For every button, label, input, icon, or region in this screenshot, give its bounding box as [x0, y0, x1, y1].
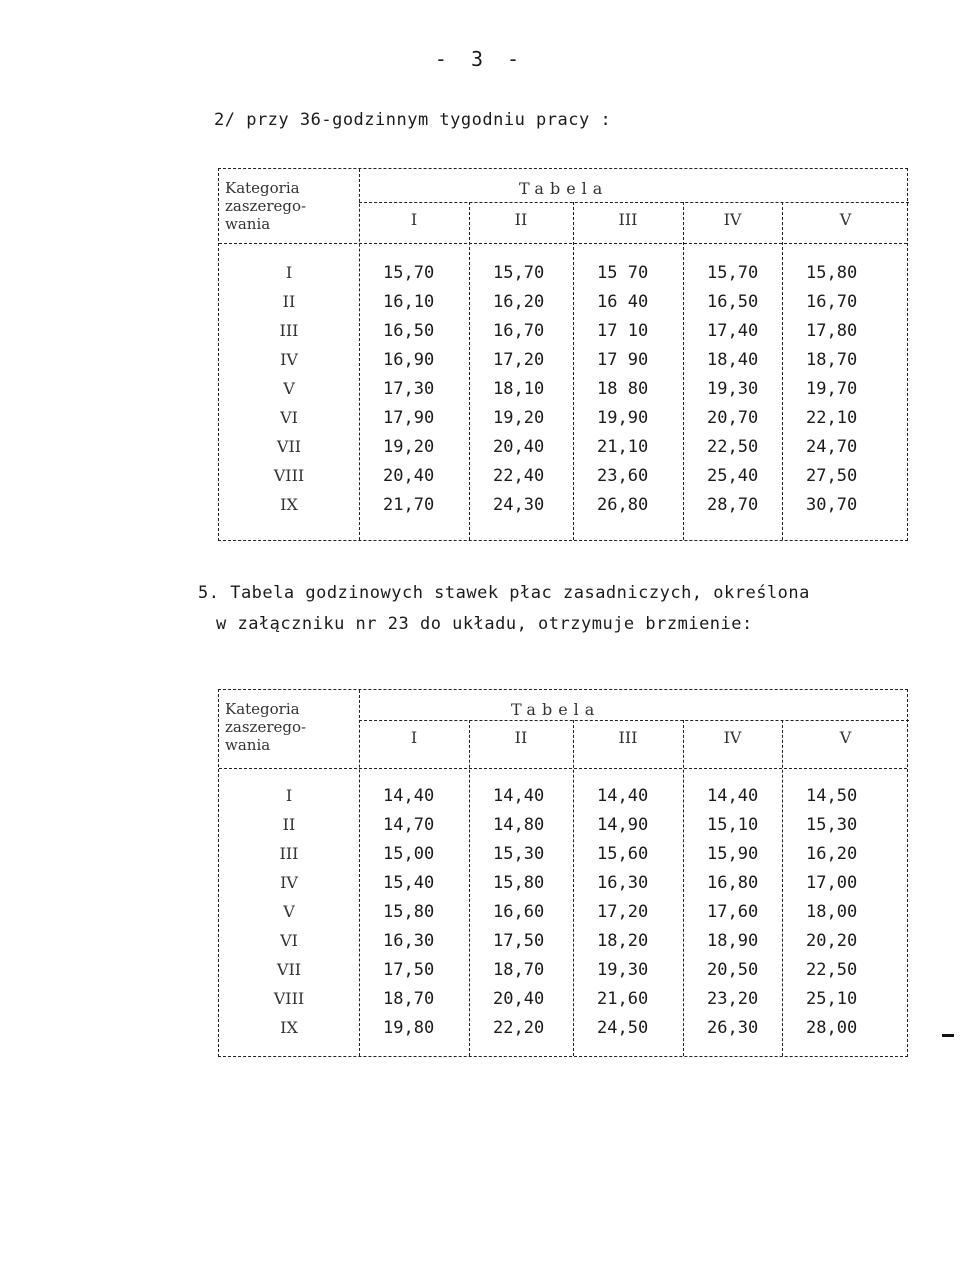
row-category: VII [276, 960, 302, 979]
table-cell: 15,00 [383, 844, 435, 864]
table-cell: 16,60 [493, 902, 545, 922]
table-cell: 26,30 [707, 1018, 759, 1038]
table-cell: 18,70 [493, 960, 545, 980]
column-divider [683, 720, 684, 1056]
row-category: II [282, 292, 296, 311]
table-cell: 23,60 [597, 466, 649, 486]
table-cell: 17,20 [597, 902, 649, 922]
category-header-line1: Kategoria [225, 179, 300, 197]
row-category: I [285, 786, 293, 805]
column-header: III [618, 210, 638, 229]
table-cell: 14,40 [707, 786, 759, 806]
table-cell: 17 90 [597, 350, 649, 370]
header-divider [359, 720, 909, 721]
table-cell: 20,40 [493, 989, 545, 1009]
table-cell: 19,20 [383, 437, 435, 457]
table-cell: 15 70 [597, 263, 649, 283]
table-cell: 17,80 [806, 321, 858, 341]
table-cell: 25,10 [806, 989, 858, 1009]
table-cell: 18,00 [806, 902, 858, 922]
table-cell: 22,10 [806, 408, 858, 428]
table-cell: 18,40 [707, 350, 759, 370]
column-divider [782, 720, 783, 1056]
header-bottom-divider [219, 768, 907, 769]
table-cell: 19,90 [597, 408, 649, 428]
table-cell: 18,90 [707, 931, 759, 951]
table-cell: 16 40 [597, 292, 649, 312]
table-cell: 23,20 [707, 989, 759, 1009]
category-header-line2: zaszerego- [225, 197, 307, 215]
table-cell: 14,40 [383, 786, 435, 806]
category-header-line3: wania [225, 215, 271, 233]
table-cell: 17,30 [383, 379, 435, 399]
table-cell: 21,10 [597, 437, 649, 457]
category-header-line2: zaszerego- [225, 718, 307, 736]
table-cell: 17,00 [806, 873, 858, 893]
table-cell: 17,90 [383, 408, 435, 428]
table-cell: 19,70 [806, 379, 858, 399]
table-cell: 15,80 [383, 902, 435, 922]
table-group-header: Tabela [519, 179, 609, 198]
table-cell: 17,20 [493, 350, 545, 370]
row-category: II [282, 815, 296, 834]
table-cell: 16,70 [806, 292, 858, 312]
header-bottom-divider [219, 243, 907, 244]
table-cell: 24,70 [806, 437, 858, 457]
table-cell: 15,60 [597, 844, 649, 864]
table-cell: 14,40 [493, 786, 545, 806]
row-category: III [279, 844, 299, 863]
table-cell: 15,30 [806, 815, 858, 835]
table-cell: 15,70 [383, 263, 435, 283]
table-cell: 22,50 [707, 437, 759, 457]
table-cell: 30,70 [806, 495, 858, 515]
column-header: IV [723, 728, 742, 747]
table-cell: 20,40 [383, 466, 435, 486]
wage-table-36h [218, 168, 908, 541]
paragraph-5-line1: 5. Tabela godzinowych stawek płac zasadniczych, określona [198, 583, 810, 603]
table-cell: 14,80 [493, 815, 545, 835]
paragraph-5-line2: w załączniku nr 23 do układu, otrzymuje brzmienie: [216, 614, 753, 634]
table-cell: 17,60 [707, 902, 759, 922]
table-cell: 20,70 [707, 408, 759, 428]
table-cell: 16,20 [806, 844, 858, 864]
intro-line: 2/ przy 36-godzinnym tygodniu pracy : [214, 110, 612, 130]
column-header: I [410, 728, 418, 747]
column-divider [469, 720, 470, 1056]
column-header: IV [723, 210, 742, 229]
table-cell: 26,80 [597, 495, 649, 515]
table-cell: 15,30 [493, 844, 545, 864]
table-cell: 19,30 [707, 379, 759, 399]
table-cell: 16,30 [383, 931, 435, 951]
row-category: VIII [273, 989, 305, 1008]
table-cell: 16,50 [707, 292, 759, 312]
table-cell: 24,50 [597, 1018, 649, 1038]
row-category: IX [280, 1018, 298, 1037]
table-cell: 19,20 [493, 408, 545, 428]
table-cell: 14,50 [806, 786, 858, 806]
table-cell: 16,50 [383, 321, 435, 341]
column-divider [683, 202, 684, 540]
category-header-line1: Kategoria [225, 700, 300, 718]
column-divider [573, 202, 574, 540]
table-cell: 17,50 [383, 960, 435, 980]
table-cell: 18,70 [806, 350, 858, 370]
table-cell: 21,60 [597, 989, 649, 1009]
row-category: VI [280, 931, 298, 950]
row-category: I [285, 263, 293, 282]
row-category: IV [280, 873, 298, 892]
table-cell: 22,40 [493, 466, 545, 486]
column-header: III [618, 728, 638, 747]
category-header-line3: wania [225, 736, 271, 754]
table-cell: 19,80 [383, 1018, 435, 1038]
table-cell: 20,40 [493, 437, 545, 457]
row-category: V [283, 902, 295, 921]
column-divider [573, 720, 574, 1056]
column-header: V [839, 210, 852, 229]
table-cell: 24,30 [493, 495, 545, 515]
table-cell: 22,20 [493, 1018, 545, 1038]
row-category: V [283, 379, 295, 398]
row-category: VII [276, 437, 302, 456]
table-cell: 14,90 [597, 815, 649, 835]
column-header: II [514, 728, 528, 747]
table-cell: 17,50 [493, 931, 545, 951]
table-cell: 18 80 [597, 379, 649, 399]
table-group-header: Tabela [511, 700, 601, 719]
table-cell: 16,70 [493, 321, 545, 341]
table-cell: 15,70 [707, 263, 759, 283]
table-cell: 16,10 [383, 292, 435, 312]
table-cell: 25,40 [707, 466, 759, 486]
column-header: II [514, 210, 528, 229]
table-cell: 15,90 [707, 844, 759, 864]
table-cell: 15,10 [707, 815, 759, 835]
table-cell: 14,70 [383, 815, 435, 835]
table-cell: 18,10 [493, 379, 545, 399]
row-category: VI [280, 408, 298, 427]
table-cell: 21,70 [383, 495, 435, 515]
table-cell: 15,80 [493, 873, 545, 893]
table-cell: 15,40 [383, 873, 435, 893]
table-cell: 20,20 [806, 931, 858, 951]
row-category: IV [280, 350, 298, 369]
row-category: III [279, 321, 299, 340]
row-category: IX [280, 495, 298, 514]
table-cell: 28,00 [806, 1018, 858, 1038]
table-cell: 14,40 [597, 786, 649, 806]
table-cell: 17,40 [707, 321, 759, 341]
row-category: VIII [273, 466, 305, 485]
page-number: - 3 - [434, 47, 526, 71]
table-cell: 19,30 [597, 960, 649, 980]
column-divider [469, 202, 470, 540]
table-cell: 17 10 [597, 321, 649, 341]
column-header: V [839, 728, 852, 747]
table-cell: 28,70 [707, 495, 759, 515]
table-cell: 27,50 [806, 466, 858, 486]
wage-table-hourly [218, 689, 908, 1057]
table-cell: 22,50 [806, 960, 858, 980]
column-divider [782, 202, 783, 540]
column-header: I [410, 210, 418, 229]
table-cell: 20,50 [707, 960, 759, 980]
header-divider [359, 202, 909, 203]
table-cell: 15,80 [806, 263, 858, 283]
table-cell: 16,80 [707, 873, 759, 893]
table-cell: 18,20 [597, 931, 649, 951]
table-cell: 18,70 [383, 989, 435, 1009]
table-cell: 16,30 [597, 873, 649, 893]
margin-mark [942, 1034, 954, 1037]
table-cell: 16,90 [383, 350, 435, 370]
table-cell: 16,20 [493, 292, 545, 312]
table-cell: 15,70 [493, 263, 545, 283]
